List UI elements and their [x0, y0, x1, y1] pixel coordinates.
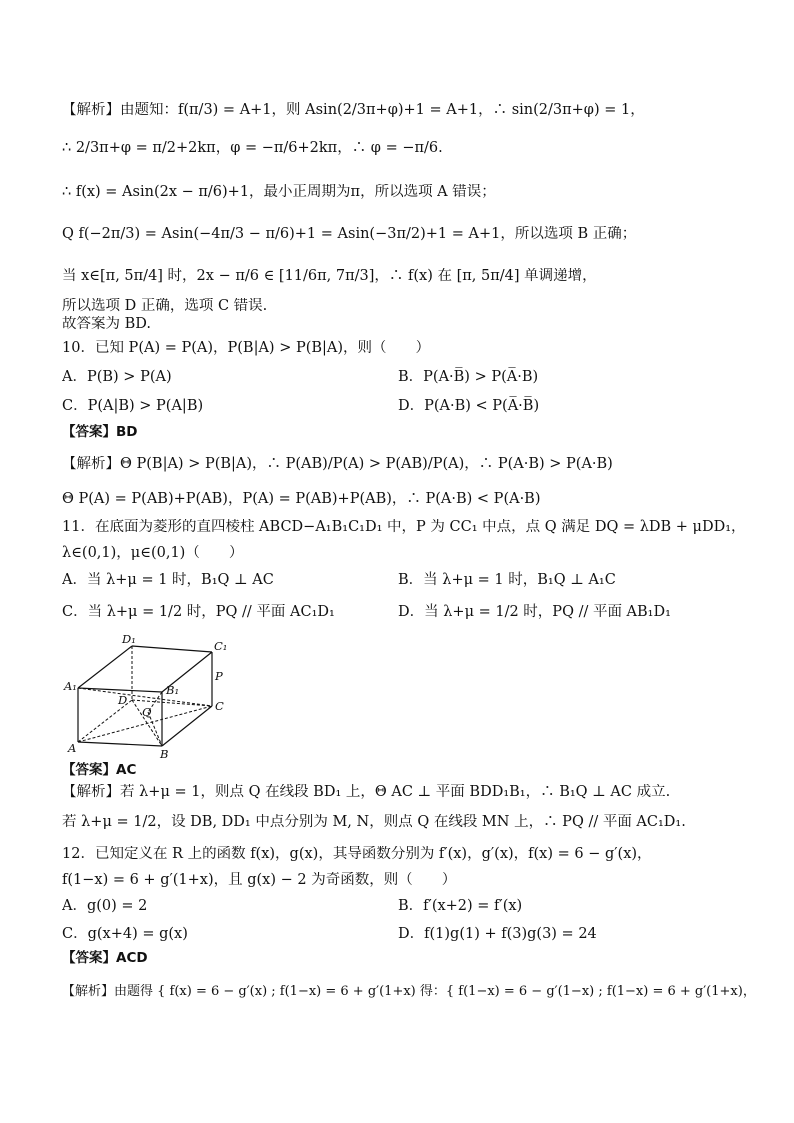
q11-option-b: B．当 λ+μ = 1 时，B₁Q ⊥ A₁C — [398, 572, 616, 588]
edge-a-b — [78, 742, 162, 746]
q12-option-d: D．f(1)g(1) + f(3)g(3) = 24 — [398, 926, 597, 942]
question-12-cont: f(1−x) = 6 + g′(1+x)，且 g(x) − 2 为奇函数，则（ ） — [62, 872, 457, 888]
edge-b-c — [162, 706, 212, 746]
q11-explain-2: 若 λ+μ = 1/2，设 DB, DD₁ 中点分别为 M, N，则点 Q 在线段 MN 上，∴ PQ // 平面 AC₁D₁. — [62, 814, 686, 830]
question-10: 10．已知 P(A) = P(A̅)，P(B̅|A) > P(B|A̅)，则（ ） — [62, 340, 431, 356]
prism-figure — [62, 632, 242, 760]
q10-option-d: D．P(A·B) < P(A̅·B̅) — [398, 398, 540, 414]
prism-diagram — [62, 632, 242, 760]
sol9-line-4: Q f(−2π/3) = Asin(−4π/3 − π/6)+1 = Asin(−3π/2)+1 = A+1，所以选项 B 正确； — [62, 226, 637, 242]
q10-answer: 【答案】BD — [62, 424, 138, 440]
label-d: D — [118, 693, 128, 707]
question-11: 11．在底面为菱形的直四棱柱 ABCD−A₁B₁C₁D₁ 中，P 为 CC₁ 中点，点 Q 满足 DQ = λDB + μDD₁， — [62, 519, 746, 535]
q10-explain-1: 【解析】Θ P(B̅|A) > P(B|A̅)，∴ P(AB̅)/P(A) > P(A̅B)/P(A̅)，∴ P(A·B̅) > P(A̅·B) — [62, 456, 613, 472]
label-a1: A₁ — [64, 679, 77, 693]
label-p: P — [215, 669, 223, 683]
edge-a1-d1 — [78, 646, 132, 688]
label-d1: D₁ — [122, 632, 136, 646]
sol9-line-2: ∴ 2/3π+φ = π/2+2kπ，φ = −π/6+2kπ，∴ φ = −π/6. — [62, 140, 443, 156]
q12-option-a: A．g(0) = 2 — [62, 898, 148, 914]
label-b: B — [160, 747, 169, 760]
label-c1: C₁ — [214, 639, 228, 653]
sol9-line-7: 故答案为 BD. — [62, 316, 151, 332]
q11-option-c: C．当 λ+μ = 1/2 时，PQ // 平面 AC₁D₁ — [62, 604, 335, 620]
edge-d1-c1 — [132, 646, 212, 652]
label-b1: B₁ — [166, 683, 180, 697]
sol9-line-5: 当 x∈[π, 5π/4] 时，2x − π/6 ∈ [11/6π, 7π/3]，∴ f(x) 在 [π, 5π/4] 单调递增， — [62, 268, 597, 284]
q12-answer: 【答案】ACD — [62, 950, 148, 966]
sol9-line-1: 【解析】由题知：f(π/3) = A+1，则 Asin(2/3π+φ)+1 = A+1，∴ sin(2/3π+φ) = 1， — [62, 102, 645, 118]
q11-option-a: A．当 λ+μ = 1 时，B₁Q ⊥ AC — [62, 572, 274, 588]
q11-explain-1: 【解析】若 λ+μ = 1，则点 Q 在线段 BD₁ 上，Θ AC ⊥ 平面 BDD₁B₁，∴ B₁Q ⊥ AC 成立. — [62, 784, 671, 800]
question-11-cont: λ∈(0,1)，μ∈(0,1)（ ） — [62, 545, 244, 561]
q12-option-c: C．g(x+4) = g(x) — [62, 926, 188, 942]
label-q: Q — [142, 705, 152, 719]
q12-option-b: B．f′(x+2) = f′(x) — [398, 898, 523, 914]
q10-explain-2: Θ P(A) = P(AB)+P(AB̅)，P(A̅) = P(A̅B)+P(A̅B̅)，∴ P(A·B) < P(A̅·B̅) — [62, 491, 541, 507]
q10-option-a: A．P(B) > P(A) — [62, 369, 172, 385]
question-12: 12．已知定义在 R 上的函数 f(x)，g(x)，其导函数分别为 f′(x)，g′(x)，f(x) = 6 − g′(x)， — [62, 846, 652, 862]
q10-option-c: C．P(A̅|B) > P(A|B̅) — [62, 398, 204, 414]
label-c: C — [215, 699, 224, 713]
q11-answer: 【答案】AC — [62, 762, 137, 778]
sol9-line-6: 所以选项 D 正确，选项 C 错误. — [62, 298, 268, 314]
label-a: A — [68, 741, 77, 755]
q11-option-d: D．当 λ+μ = 1/2 时，PQ // 平面 AB₁D₁ — [398, 604, 671, 620]
q12-explain-1: 【解析】由题得 { f(x) = 6 − g′(x) ; f(1−x) = 6 + g′(1+x) 得：{ f(1−x) = 6 − g′(1−x) ; f(1−x) = 6 + g′(1+x)， — [62, 984, 756, 999]
sol9-line-3: ∴ f(x) = Asin(2x − π/6)+1，最小正周期为π，所以选项 A 错误； — [62, 184, 496, 200]
q10-option-b: B．P(A·B̅) > P(A̅·B) — [398, 369, 539, 385]
